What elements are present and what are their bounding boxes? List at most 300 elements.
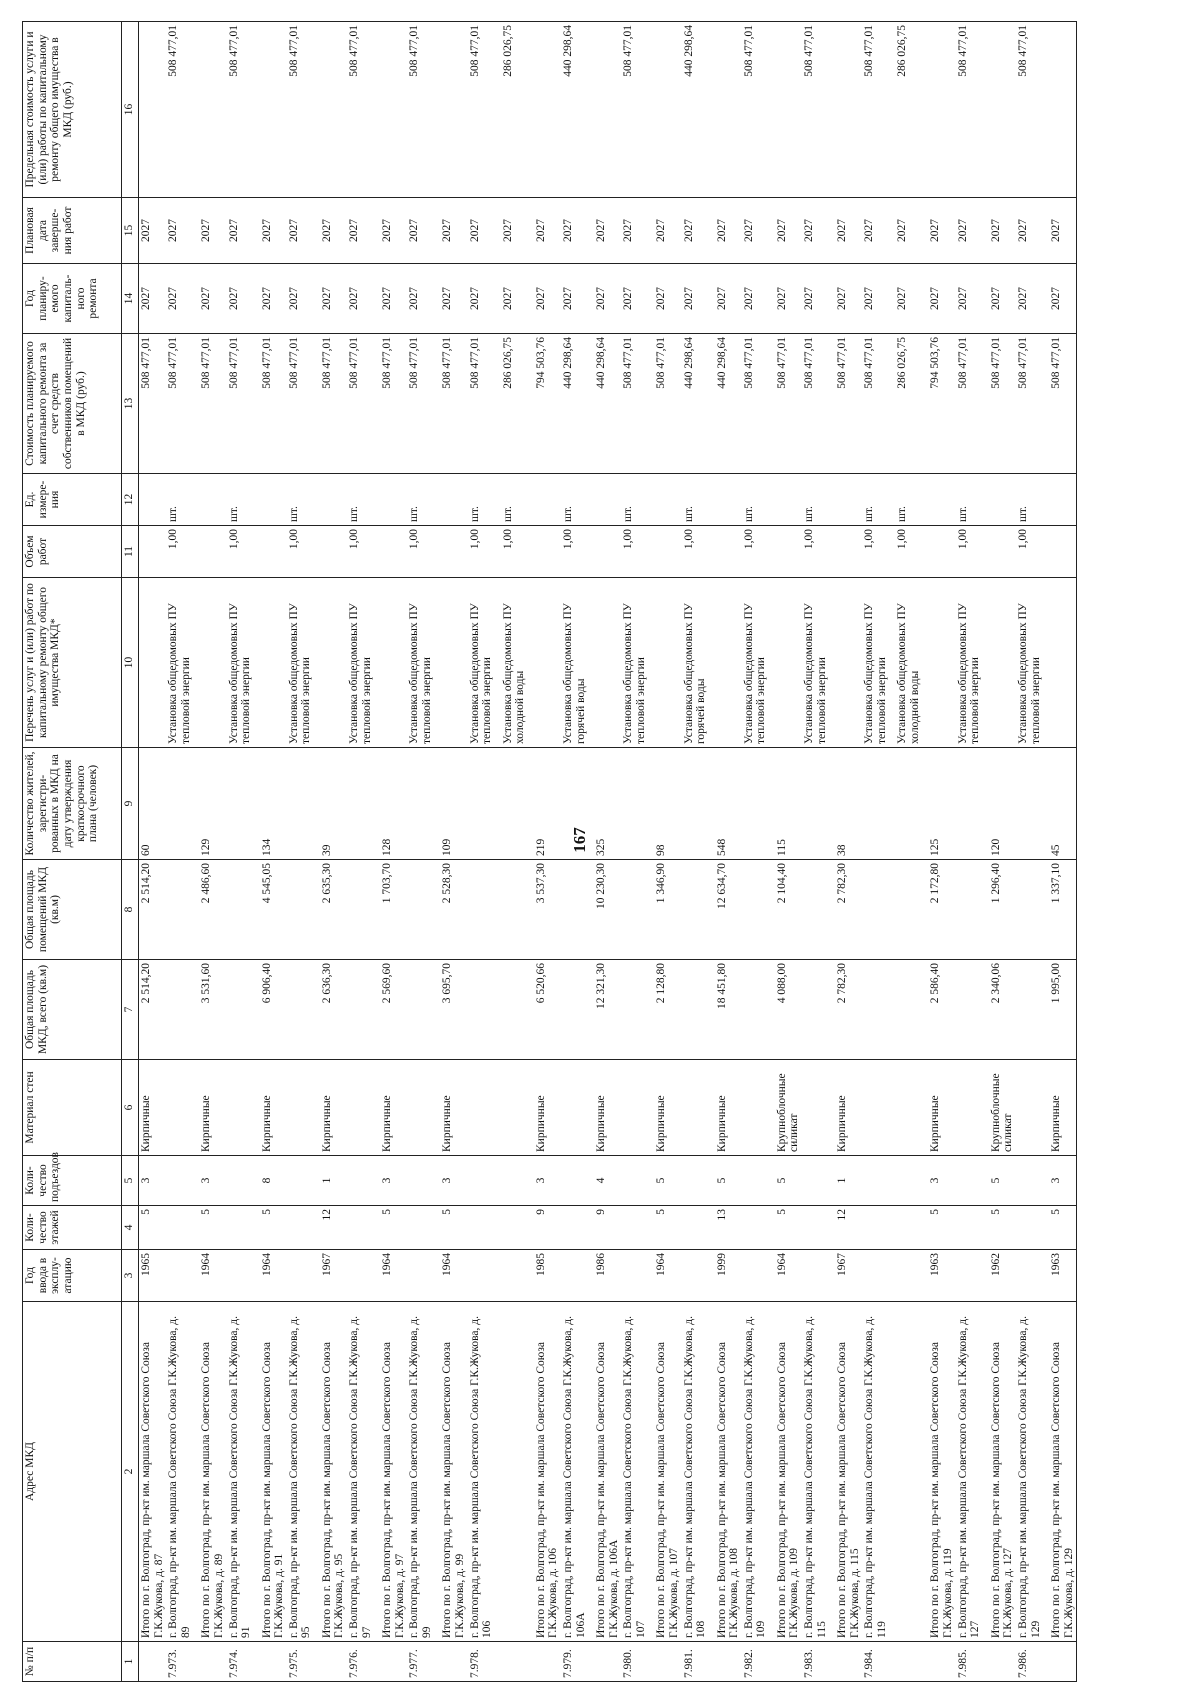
cell-col-year: [407, 1250, 440, 1302]
cell-col-wall-material: Кирпичные: [715, 1060, 742, 1156]
cell-col-floors: [501, 1206, 534, 1250]
total-row: [715, 22, 742, 1682]
table-header: [23, 22, 139, 1682]
cell-col-entrances: 1: [320, 1156, 347, 1206]
cell-col-address: Итого по г. Волгоград, пр-кт им. маршала Советского Союза Г.К.Жукова, д. 115: [835, 1302, 862, 1642]
cell-col-end-date: 2027: [1049, 198, 1077, 264]
cell-col-repair-year: 2027: [199, 264, 226, 334]
cell-col-residents: [501, 748, 534, 860]
cell-col-unit: [260, 474, 287, 526]
cell-col-address: г. Волгоград, пр-кт им. маршала Советского Союза Г.К.Жукова, д. 106: [468, 1302, 501, 1642]
cell-col-year: 1964: [440, 1250, 467, 1302]
cell-col-volume: [199, 526, 226, 578]
cell-col-unit: [989, 474, 1016, 526]
cell-col-floors: 5: [1049, 1206, 1077, 1250]
cell-col-cost: 794 503,76: [534, 334, 561, 474]
cell-col-entrances: [227, 1156, 260, 1206]
cell-col-unit: [835, 474, 862, 526]
cell-col-works: Установка общедомовых ПУ тепловой энергии: [742, 578, 775, 748]
cell-col-repair-year: 2027: [715, 264, 742, 334]
cell-col-address: Итого по г. Волгоград, пр-кт им. маршала Советского Союза Г.К.Жукова, д. 106: [534, 1302, 561, 1642]
cell-col-year: 1963: [928, 1250, 955, 1302]
cell-col-address: г. Волгоград, пр-кт им. маршала Советского Союза Г.К.Жукова, д. 97: [347, 1302, 380, 1642]
cell-col-end-date: 2027: [989, 198, 1016, 264]
cell-col-floors: 5: [139, 1206, 167, 1250]
cell-col-entrances: [682, 1156, 715, 1206]
cell-col-unit: [775, 474, 802, 526]
cell-col-repair-year: 2027: [320, 264, 347, 334]
cell-col-premises-area: [287, 860, 320, 960]
cell-col-year: [802, 1250, 835, 1302]
cell-col-total-area: 1 995,00: [1049, 960, 1077, 1060]
cell-col-premises-area: [561, 860, 594, 960]
cell-col-end-date: 2027: [440, 198, 467, 264]
cell-col-repair-year: 2027: [501, 264, 534, 334]
cell-col-works: Установка общедомовых ПУ тепловой энергии: [227, 578, 260, 748]
cell-col-year: 1963: [1049, 1250, 1077, 1302]
cell-col-num: [895, 1642, 928, 1682]
cell-col-volume: 1,00: [166, 526, 199, 578]
cell-col-num: [775, 1642, 802, 1682]
cell-col-repair-year: 2027: [287, 264, 320, 334]
total-row: [654, 22, 681, 1682]
cell-col-total-area: [895, 960, 928, 1060]
cell-col-entrances: 3: [534, 1156, 561, 1206]
cell-col-year: [287, 1250, 320, 1302]
cell-col-cost: 508 477,01: [407, 334, 440, 474]
cell-col-entrances: 3: [380, 1156, 407, 1206]
cell-col-residents: 219: [534, 748, 561, 860]
cell-col-works: [594, 578, 621, 748]
cell-col-premises-area: 1 703,70: [380, 860, 407, 960]
cell-col-num: [199, 1642, 226, 1682]
cell-col-wall-material: Кирпичные: [199, 1060, 226, 1156]
cell-col-repair-year: 2027: [534, 264, 561, 334]
column-number: 12: [122, 474, 139, 526]
cell-col-repair-year: 2027: [654, 264, 681, 334]
cell-col-residents: 325: [594, 748, 621, 860]
cell-col-address: Итого по г. Волгоград, пр-кт им. маршала Советского Союза Г.К.Жукова, д. 99: [440, 1302, 467, 1642]
cell-col-unit: шт.: [802, 474, 835, 526]
cell-col-floors: [895, 1206, 928, 1250]
cell-col-year: [1016, 1250, 1049, 1302]
cell-col-limit-cost: [1049, 22, 1077, 198]
cell-col-volume: 1,00: [682, 526, 715, 578]
cell-col-unit: шт.: [407, 474, 440, 526]
cell-col-works: Установка общедомовых ПУ тепловой энергии: [802, 578, 835, 748]
total-row: [928, 22, 955, 1682]
cell-col-premises-area: 2 104,40: [775, 860, 802, 960]
cell-col-year: [227, 1250, 260, 1302]
cell-col-volume: [139, 526, 167, 578]
cell-col-num: 7.984.: [862, 1642, 895, 1682]
cell-col-works: [928, 578, 955, 748]
cell-col-num: [835, 1642, 862, 1682]
cell-col-num: 7.976.: [347, 1642, 380, 1682]
cell-col-wall-material: Кирпичные: [835, 1060, 862, 1156]
cell-col-address: Итого по г. Волгоград, пр-кт им. маршала Советского Союза Г.К.Жукова, д. 127: [989, 1302, 1016, 1642]
cell-col-residents: 98: [654, 748, 681, 860]
total-row: [534, 22, 561, 1682]
cell-col-entrances: [802, 1156, 835, 1206]
page-number: 167: [570, 827, 589, 853]
cell-col-entrances: 5: [654, 1156, 681, 1206]
column-number: 16: [122, 22, 139, 198]
cell-col-residents: [166, 748, 199, 860]
cell-col-works: Установка общедомовых ПУ тепловой энергии: [956, 578, 989, 748]
cell-col-works: Установка общедомовых ПУ горячей воды: [561, 578, 594, 748]
cell-col-residents: 115: [775, 748, 802, 860]
header-col-num: № п/п: [23, 1642, 122, 1682]
cell-col-residents: 39: [320, 748, 347, 860]
cell-col-entrances: [287, 1156, 320, 1206]
cell-col-limit-cost: [928, 22, 955, 198]
cell-col-end-date: 2027: [862, 198, 895, 264]
cell-col-num: [139, 1642, 167, 1682]
cell-col-total-area: [862, 960, 895, 1060]
cell-col-year: [468, 1250, 501, 1302]
cell-col-volume: 1,00: [802, 526, 835, 578]
cell-col-limit-cost: 508 477,01: [802, 22, 835, 198]
cell-col-floors: 9: [594, 1206, 621, 1250]
cell-col-num: [320, 1642, 347, 1682]
cell-col-residents: [802, 748, 835, 860]
cell-col-year: 1986: [594, 1250, 621, 1302]
cell-col-total-area: [956, 960, 989, 1060]
cell-col-cost: 508 477,01: [775, 334, 802, 474]
cell-col-residents: 548: [715, 748, 742, 860]
cell-col-repair-year: 2027: [468, 264, 501, 334]
cell-col-num: [501, 1642, 534, 1682]
cell-col-volume: 1,00: [862, 526, 895, 578]
cell-col-unit: шт.: [682, 474, 715, 526]
cell-col-repair-year: 2027: [835, 264, 862, 334]
cell-col-unit: шт.: [1016, 474, 1049, 526]
cell-col-entrances: [895, 1156, 928, 1206]
cell-col-floors: [956, 1206, 989, 1250]
cell-col-cost: 440 298,64: [682, 334, 715, 474]
cell-col-repair-year: 2027: [561, 264, 594, 334]
table-row: [166, 22, 199, 1682]
cell-col-floors: [407, 1206, 440, 1250]
cell-col-end-date: 2027: [260, 198, 287, 264]
cell-col-unit: шт.: [561, 474, 594, 526]
cell-col-wall-material: [862, 1060, 895, 1156]
cell-col-wall-material: [166, 1060, 199, 1156]
cell-col-address: г. Волгоград, пр-кт им. маршала Советского Союза Г.К.Жукова, д. 107: [621, 1302, 654, 1642]
cell-col-wall-material: [802, 1060, 835, 1156]
cell-col-year: [561, 1250, 594, 1302]
cell-col-year: 1964: [775, 1250, 802, 1302]
cell-col-cost: 508 477,01: [287, 334, 320, 474]
cell-col-limit-cost: 508 477,01: [287, 22, 320, 198]
cell-col-cost: 508 477,01: [956, 334, 989, 474]
cell-col-entrances: [1016, 1156, 1049, 1206]
cell-col-works: [534, 578, 561, 748]
table-row: [1016, 22, 1049, 1682]
cell-col-entrances: [166, 1156, 199, 1206]
cell-col-num: 7.974.: [227, 1642, 260, 1682]
cell-col-repair-year: 2027: [802, 264, 835, 334]
cell-col-total-area: [561, 960, 594, 1060]
cell-col-year: [682, 1250, 715, 1302]
cell-col-address: Итого по г. Волгоград, пр-кт им. маршала Советского Союза Г.К.Жукова, д. 129: [1049, 1302, 1077, 1642]
column-number: 2: [122, 1302, 139, 1642]
cell-col-works: Установка общедомовых ПУ горячей воды: [682, 578, 715, 748]
cell-col-year: 1967: [835, 1250, 862, 1302]
cell-col-repair-year: 2027: [407, 264, 440, 334]
cell-col-works: Установка общедомовых ПУ тепловой энергии: [621, 578, 654, 748]
cell-col-works: [199, 578, 226, 748]
cell-col-volume: 1,00: [501, 526, 534, 578]
cell-col-total-area: 18 451,80: [715, 960, 742, 1060]
cell-col-volume: 1,00: [561, 526, 594, 578]
cell-col-total-area: 3 695,70: [440, 960, 467, 1060]
cell-col-year: 1964: [380, 1250, 407, 1302]
cell-col-volume: [320, 526, 347, 578]
cell-col-floors: [1016, 1206, 1049, 1250]
cell-col-repair-year: 2027: [139, 264, 167, 334]
cell-col-premises-area: 4 545,05: [260, 860, 287, 960]
cell-col-total-area: [407, 960, 440, 1060]
cell-col-wall-material: Кирпичные: [594, 1060, 621, 1156]
cell-col-wall-material: Кирпичные: [654, 1060, 681, 1156]
total-row: [594, 22, 621, 1682]
cell-col-limit-cost: [989, 22, 1016, 198]
cell-col-total-area: [287, 960, 320, 1060]
cell-col-limit-cost: [440, 22, 467, 198]
cell-col-limit-cost: [139, 22, 167, 198]
cell-col-volume: [440, 526, 467, 578]
rotated-page: [22, 22, 1182, 1682]
cell-col-address: г. Волгоград, пр-кт им. маршала Советского Союза Г.К.Жукова, д. 129: [1016, 1302, 1049, 1642]
cell-col-works: [775, 578, 802, 748]
cell-col-end-date: 2027: [139, 198, 167, 264]
cell-col-limit-cost: 508 477,01: [742, 22, 775, 198]
table-row: [621, 22, 654, 1682]
cell-col-end-date: 2027: [682, 198, 715, 264]
cell-col-cost: 508 477,01: [199, 334, 226, 474]
cell-col-unit: шт.: [862, 474, 895, 526]
cell-col-address: г. Волгоград, пр-кт им. маршала Советского Союза Г.К.Жукова, д. 127: [956, 1302, 989, 1642]
cell-col-limit-cost: 286 026,75: [895, 22, 928, 198]
cell-col-address: Итого по г. Волгоград, пр-кт им. маршала Советского Союза Г.К.Жукова, д. 107: [654, 1302, 681, 1642]
cell-col-limit-cost: [199, 22, 226, 198]
cell-col-works: [320, 578, 347, 748]
cell-col-total-area: 2 514,20: [139, 960, 167, 1060]
cell-col-address: г. Волгоград, пр-кт им. маршала Советского Союза Г.К.Жукова, д. 115: [802, 1302, 835, 1642]
cell-col-end-date: 2027: [287, 198, 320, 264]
table-row: [468, 22, 501, 1682]
cell-col-volume: [260, 526, 287, 578]
cell-col-volume: 1,00: [621, 526, 654, 578]
cell-col-floors: [347, 1206, 380, 1250]
cell-col-year: 1962: [989, 1250, 1016, 1302]
header-col-volume: Объем работ: [23, 526, 122, 578]
column-number-row: [122, 22, 139, 1682]
cell-col-repair-year: 2027: [347, 264, 380, 334]
cell-col-num: [534, 1642, 561, 1682]
cell-col-cost: 508 477,01: [1016, 334, 1049, 474]
cell-col-num: [440, 1642, 467, 1682]
cell-col-end-date: 2027: [594, 198, 621, 264]
cell-col-unit: шт.: [468, 474, 501, 526]
cell-col-volume: 1,00: [895, 526, 928, 578]
cell-col-cost: 508 477,01: [621, 334, 654, 474]
cell-col-repair-year: 2027: [594, 264, 621, 334]
cell-col-wall-material: [227, 1060, 260, 1156]
cell-col-premises-area: 1 337,10: [1049, 860, 1077, 960]
cell-col-premises-area: [468, 860, 501, 960]
cell-col-total-area: 4 088,00: [775, 960, 802, 1060]
total-row: [199, 22, 226, 1682]
cell-col-wall-material: Кирпичные: [1049, 1060, 1077, 1156]
cell-col-works: [139, 578, 167, 748]
cell-col-end-date: 2027: [1016, 198, 1049, 264]
cell-col-total-area: [501, 960, 534, 1060]
cell-col-residents: 45: [1049, 748, 1077, 860]
table-row: [227, 22, 260, 1682]
cell-col-volume: 1,00: [347, 526, 380, 578]
cell-col-floors: 12: [320, 1206, 347, 1250]
cell-col-entrances: [407, 1156, 440, 1206]
cell-col-floors: 5: [928, 1206, 955, 1250]
cell-col-unit: шт.: [227, 474, 260, 526]
cell-col-entrances: 3: [139, 1156, 167, 1206]
cell-col-volume: [989, 526, 1016, 578]
total-row: [989, 22, 1016, 1682]
cell-col-wall-material: [407, 1060, 440, 1156]
total-row: [775, 22, 802, 1682]
cell-col-limit-cost: 440 298,64: [682, 22, 715, 198]
cell-col-limit-cost: [715, 22, 742, 198]
total-row: [1049, 22, 1077, 1682]
cell-col-address: г. Волгоград, пр-кт им. маршала Советского Союза Г.К.Жукова, д. 95: [287, 1302, 320, 1642]
column-number: 5: [122, 1156, 139, 1206]
cell-col-address: Итого по г. Волгоград, пр-кт им. маршала Советского Союза Г.К.Жукова, д. 91: [260, 1302, 287, 1642]
cell-col-unit: [199, 474, 226, 526]
cell-col-premises-area: 2 635,30: [320, 860, 347, 960]
total-row: [139, 22, 167, 1682]
cell-col-end-date: 2027: [561, 198, 594, 264]
cell-col-volume: [835, 526, 862, 578]
cell-col-unit: [928, 474, 955, 526]
cell-col-residents: [468, 748, 501, 860]
cell-col-unit: [594, 474, 621, 526]
cell-col-address: Итого по г. Волгоград, пр-кт им. маршала Советского Союза Г.К.Жукова, д. 87: [139, 1302, 167, 1642]
cell-col-num: [715, 1642, 742, 1682]
cell-col-wall-material: [561, 1060, 594, 1156]
cell-col-address: Итого по г. Волгоград, пр-кт им. маршала Советского Союза Г.К.Жукова, д. 89: [199, 1302, 226, 1642]
cell-col-residents: [561, 748, 594, 860]
cell-col-unit: [440, 474, 467, 526]
cell-col-cost: 508 477,01: [139, 334, 167, 474]
cell-col-works: Установка общедомовых ПУ тепловой энергии: [287, 578, 320, 748]
cell-col-floors: [227, 1206, 260, 1250]
cell-col-repair-year: 2027: [621, 264, 654, 334]
cell-col-total-area: 2 128,80: [654, 960, 681, 1060]
cell-col-residents: [956, 748, 989, 860]
cell-col-num: 7.973.: [166, 1642, 199, 1682]
cell-col-repair-year: 2027: [862, 264, 895, 334]
header-col-limit-cost: Предельная стоимость услуги и (или) работы по капитальному ремонту общего имущества в МКД (руб.): [23, 22, 122, 198]
cell-col-repair-year: 2027: [956, 264, 989, 334]
cell-col-address: Итого по г. Волгоград, пр-кт им. маршала Советского Союза Г.К.Жукова, д. 109: [775, 1302, 802, 1642]
table-row: [682, 22, 715, 1682]
cell-col-volume: 1,00: [956, 526, 989, 578]
cell-col-address: Итого по г. Волгоград, пр-кт им. маршала Советского Союза Г.К.Жукова, д. 108: [715, 1302, 742, 1642]
header-col-year: Год ввода в эксплу-атацию: [23, 1250, 122, 1302]
cell-col-cost: 508 477,01: [227, 334, 260, 474]
cell-col-entrances: 5: [989, 1156, 1016, 1206]
cell-col-address: г. Волгоград, пр-кт им. маршала Советского Союза Г.К.Жукова, д. 108: [682, 1302, 715, 1642]
cell-col-residents: 38: [835, 748, 862, 860]
cell-col-works: Установка общедомовых ПУ тепловой энергии: [468, 578, 501, 748]
cell-col-volume: [534, 526, 561, 578]
cell-col-limit-cost: 286 026,75: [501, 22, 534, 198]
cell-col-floors: 5: [654, 1206, 681, 1250]
cell-col-limit-cost: 508 477,01: [956, 22, 989, 198]
cell-col-residents: [682, 748, 715, 860]
cell-col-cost: 508 477,01: [989, 334, 1016, 474]
cell-col-wall-material: [347, 1060, 380, 1156]
cell-col-floors: 5: [199, 1206, 226, 1250]
cell-col-total-area: [227, 960, 260, 1060]
cell-col-premises-area: [1016, 860, 1049, 960]
cell-col-unit: [320, 474, 347, 526]
cell-col-works: [989, 578, 1016, 748]
cell-col-volume: 1,00: [742, 526, 775, 578]
cell-col-unit: шт.: [895, 474, 928, 526]
cell-col-repair-year: 2027: [260, 264, 287, 334]
cell-col-total-area: [166, 960, 199, 1060]
cell-col-premises-area: [347, 860, 380, 960]
cell-col-address: [895, 1302, 928, 1642]
cell-col-total-area: [1016, 960, 1049, 1060]
cell-col-works: Установка общедомовых ПУ холодной воды: [501, 578, 534, 748]
cell-col-total-area: 3 531,60: [199, 960, 226, 1060]
table-row: [862, 22, 895, 1682]
cell-col-total-area: 2 586,40: [928, 960, 955, 1060]
cell-col-works: [654, 578, 681, 748]
cell-col-works: Установка общедомовых ПУ тепловой энергии: [1016, 578, 1049, 748]
cell-col-wall-material: Кирпичные: [928, 1060, 955, 1156]
cell-col-cost: 440 298,64: [715, 334, 742, 474]
cell-col-year: [742, 1250, 775, 1302]
cell-col-entrances: 5: [715, 1156, 742, 1206]
cell-col-premises-area: 2 528,30: [440, 860, 467, 960]
cell-col-end-date: 2027: [654, 198, 681, 264]
cell-col-cost: 508 477,01: [347, 334, 380, 474]
cell-col-address: г. Волгоград, пр-кт им. маршала Советского Союза Г.К.Жукова, д. 119: [862, 1302, 895, 1642]
cell-col-works: [1049, 578, 1077, 748]
cell-col-num: 7.979.: [561, 1642, 594, 1682]
cell-col-year: 1964: [199, 1250, 226, 1302]
header-col-works: Перечень услуг и (или) работ по капитальному ремонту общего имущества МКД*: [23, 578, 122, 748]
cell-col-floors: 5: [260, 1206, 287, 1250]
cell-col-volume: [380, 526, 407, 578]
cell-col-address: Итого по г. Волгоград, пр-кт им. маршала Советского Союза Г.К.Жукова, д. 95: [320, 1302, 347, 1642]
cell-col-total-area: 6 520,66: [534, 960, 561, 1060]
cell-col-end-date: 2027: [621, 198, 654, 264]
cell-col-unit: шт.: [956, 474, 989, 526]
cell-col-limit-cost: 508 477,01: [227, 22, 260, 198]
cell-col-total-area: 2 569,60: [380, 960, 407, 1060]
cell-col-works: [440, 578, 467, 748]
cell-col-wall-material: Кирпичные: [534, 1060, 561, 1156]
cell-col-cost: 508 477,01: [440, 334, 467, 474]
table-body: [139, 22, 1077, 1682]
